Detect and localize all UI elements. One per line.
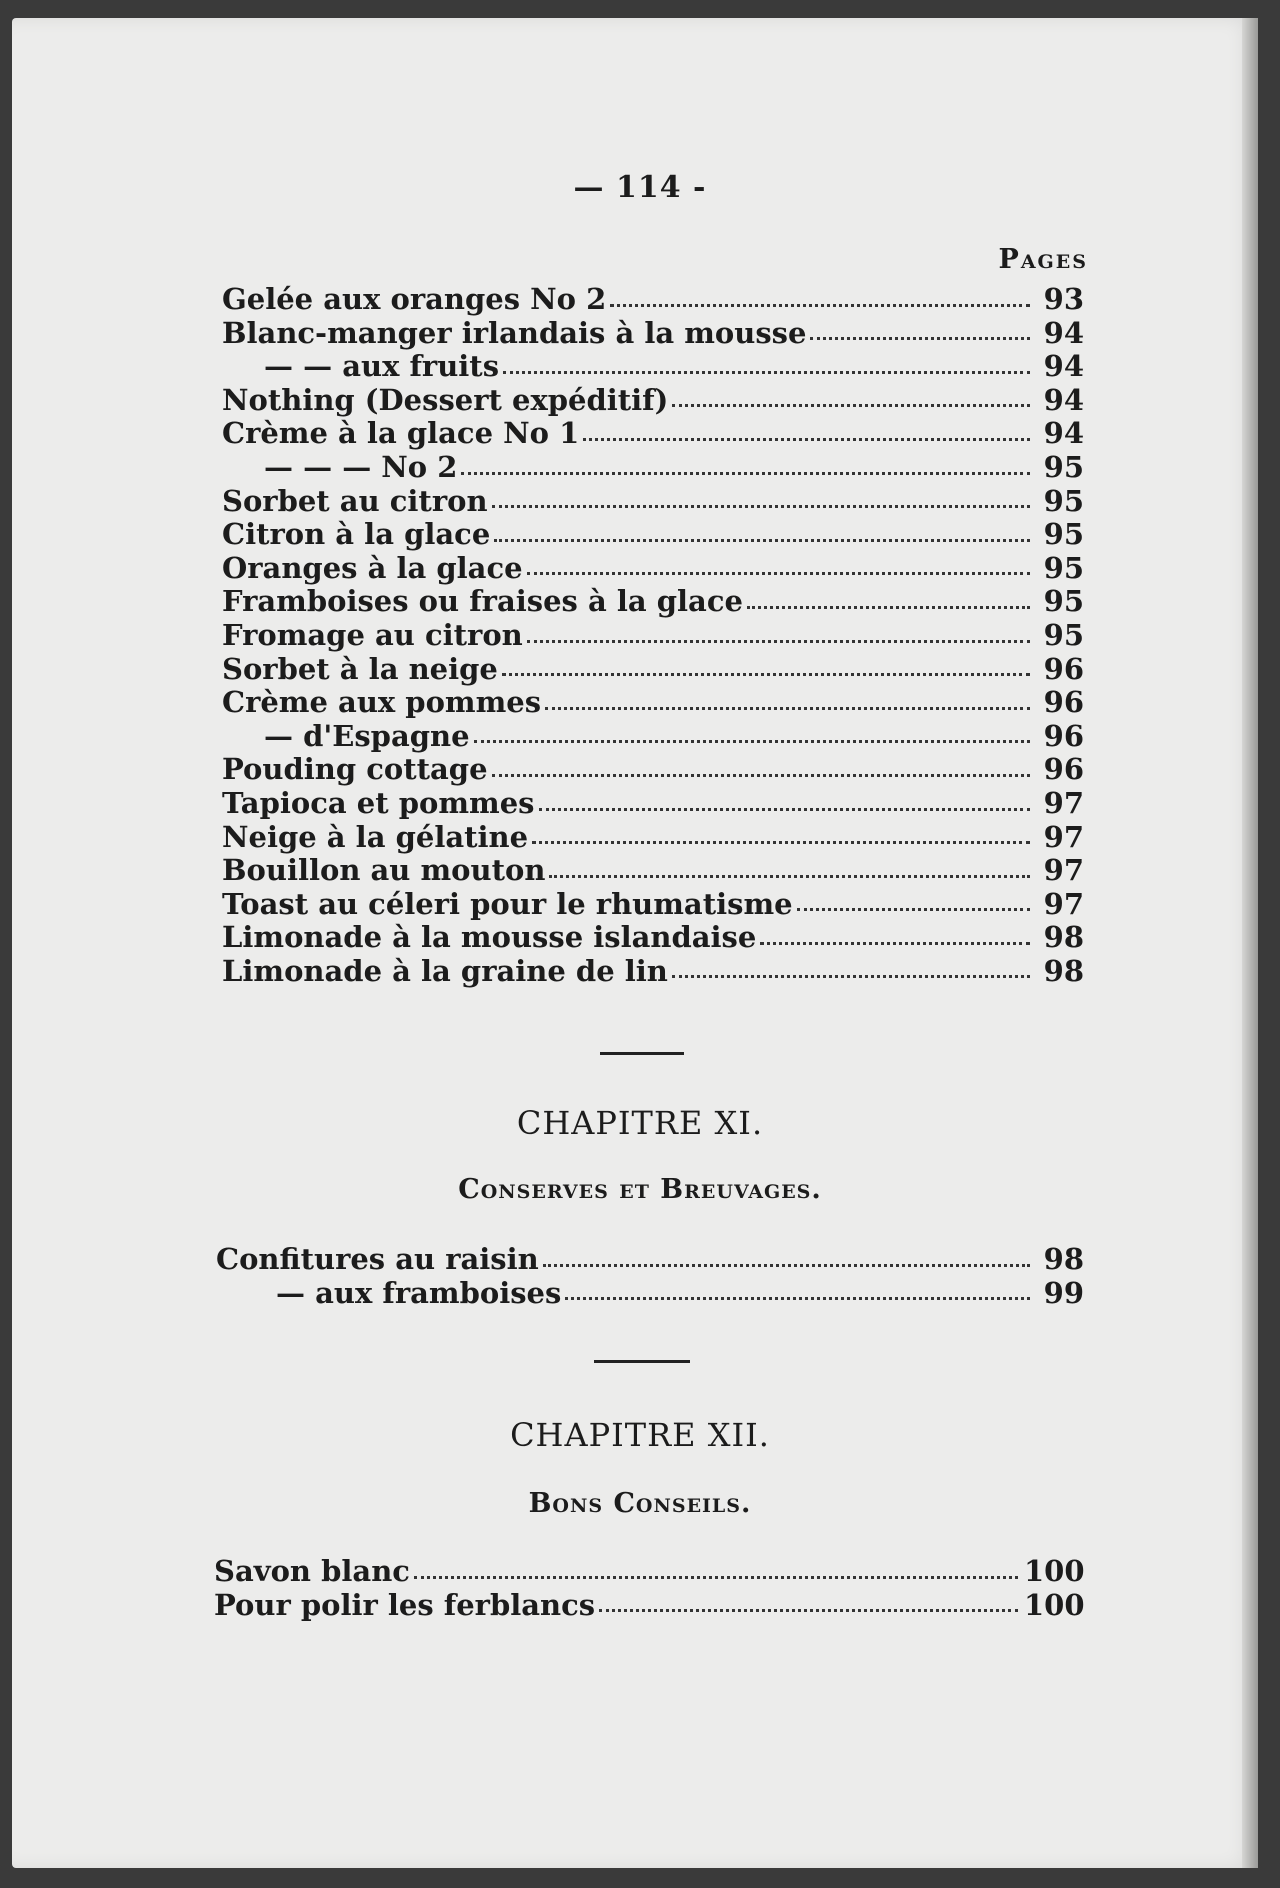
toc-entry-title: Nothing (Dessert expéditif) [222,382,669,417]
page-number: — 114 - [573,170,707,205]
toc-entry-page: 100 [1024,1554,1085,1588]
toc-entry [222,584,1084,618]
leader-dots [527,572,1030,575]
toc-entry [222,820,1084,854]
leader-dots [810,337,1030,340]
leader-dots [610,304,1030,307]
toc-entry-page: 98 [1043,953,1084,988]
toc-entry-title: Crème aux pommes [222,685,542,720]
leader-dots [502,673,1030,676]
toc-entry-page: 97 [1043,819,1084,854]
leader-dots [494,539,1030,542]
leader-dots [797,908,1030,911]
toc-entry-page: 96 [1043,718,1084,753]
toc-entry-title: Fromage au citron [222,617,523,652]
toc-entry-title: Bouillon au mouton [222,853,546,888]
toc-entry-page: 99 [1043,1275,1084,1310]
toc-entry [222,719,1084,753]
toc-entry [216,1242,1084,1276]
toc-main-list [222,282,1084,987]
toc-entry-page: 95 [1043,517,1084,552]
leader-dots [672,404,1030,407]
leader-dots [545,707,1030,710]
toc-chapter-12-list [214,1554,1085,1622]
toc-entry-page: 95 [1043,584,1084,619]
leader-dots [414,1576,1018,1579]
toc-entry-page: 95 [1043,483,1084,518]
toc-entry [214,1587,1085,1622]
leader-dots [599,1609,1018,1612]
toc-entry-title: — aux framboises [276,1275,562,1310]
leader-dots [461,472,1030,475]
toc-entry [222,954,1084,988]
toc-entry [222,685,1084,719]
chapter-12-title: CHAPITRE XII. [510,1416,770,1454]
toc-entry [222,752,1084,786]
toc-entry-page: 94 [1043,349,1084,384]
toc-entry-title: Savon blanc [214,1554,410,1588]
leader-dots [532,841,1030,844]
toc-entry-title: Citron à la glace [222,517,491,552]
toc-entry-title: Tapioca et pommes [222,785,535,820]
toc-entry-title: Oranges à la glace [222,550,523,585]
leader-dots [527,640,1030,643]
toc-entry-title: Sorbet à la neige [222,651,498,686]
pages-column-header: Pages [998,244,1088,275]
toc-entry-title: Blanc-manger irlandais à la mousse [222,315,807,350]
leader-dots [760,942,1030,945]
toc-entry-page: 95 [1043,617,1084,652]
leader-dots [492,774,1030,777]
toc-entry [222,853,1084,887]
toc-entry-title: Gelée aux oranges No 2 [222,282,607,316]
toc-entry [222,450,1084,484]
toc-entry-page: 96 [1043,651,1084,686]
toc-entry-page: 94 [1043,382,1084,417]
toc-entry-title: — — aux fruits [264,349,500,384]
toc-entry-title: Sorbet au citron [222,483,488,518]
toc-entry-title: Framboises ou fraises à la glace [222,584,743,619]
leader-dots [583,438,1030,441]
chapter-11-subtitle: Conserves et Breuvages. [458,1174,822,1205]
toc-entry-page: 93 [1043,282,1084,316]
toc-entry-page: 97 [1043,886,1084,921]
toc-entry-title: — d'Espagne [264,718,470,753]
toc-entry-title: Limonade à la graine de lin [222,953,668,988]
toc-entry [222,887,1084,921]
toc-entry-page: 97 [1043,853,1084,888]
leader-dots [492,505,1030,508]
toc-entry-title: — — — No 2 [264,449,458,484]
toc-entry-page: 94 [1043,416,1084,451]
leader-dots [549,875,1030,878]
toc-entry-page: 96 [1043,752,1084,787]
leader-dots [474,740,1030,743]
toc-entry [216,1276,1084,1310]
toc-entry-page: 96 [1043,685,1084,720]
chapter-12-subtitle: Bons Conseils. [528,1488,752,1519]
toc-entry-page: 98 [1043,1242,1084,1276]
toc-entry [222,484,1084,518]
toc-entry-title: Pouding cottage [222,752,488,787]
toc-entry-title: Crème à la glace No 1 [222,416,580,451]
toc-entry-page: 100 [1024,1587,1085,1622]
toc-entry [222,416,1084,450]
toc-entry [222,920,1084,954]
leader-dots [747,606,1030,609]
leader-dots [672,975,1030,978]
toc-entry [214,1554,1085,1588]
toc-entry-page: 98 [1043,920,1084,955]
toc-entry-page: 94 [1043,315,1084,350]
page-edge [1242,18,1258,1868]
toc-entry-title: Pour polir les ferblancs [214,1587,596,1622]
leader-dots [565,1297,1030,1300]
toc-entry [222,786,1084,820]
toc-entry [222,349,1084,383]
toc-entry [222,282,1084,316]
toc-entry-page: 95 [1043,550,1084,585]
toc-entry [222,618,1084,652]
toc-entry-title: Limonade à la mousse islandaise [222,920,757,955]
section-divider [600,1052,684,1055]
toc-entry-title: Toast au céleri pour le rhumatisme [222,886,793,921]
leader-dots [539,808,1031,811]
leader-dots [543,1264,1030,1267]
leader-dots [503,371,1030,374]
toc-entry [222,316,1084,350]
toc-entry [222,517,1084,551]
toc-entry [222,383,1084,417]
toc-chapter-11-list [216,1242,1084,1309]
toc-entry-page: 95 [1043,449,1084,484]
toc-entry-title: Neige à la gélatine [222,819,529,854]
toc-entry [222,652,1084,686]
toc-entry [222,551,1084,585]
section-divider [594,1360,690,1363]
toc-entry-page: 97 [1043,785,1084,820]
chapter-11-title: CHAPITRE XI. [516,1104,764,1142]
toc-entry-title: Confitures au raisin [216,1242,539,1276]
